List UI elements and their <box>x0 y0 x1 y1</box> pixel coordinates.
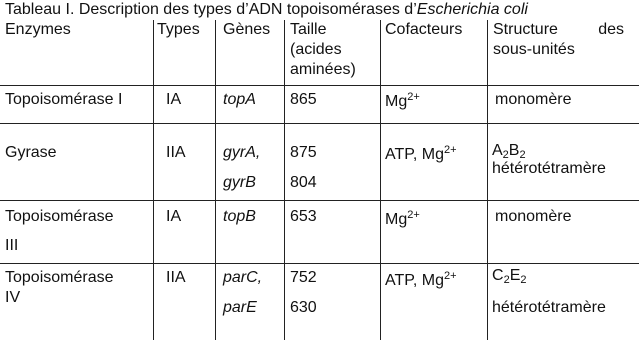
row-3-gene: topB <box>223 208 256 225</box>
header-structure-word-1: Structure <box>493 21 558 38</box>
row-3-enzyme-line-1: Topoisomérase <box>5 208 114 225</box>
rule-col-4 <box>380 20 381 340</box>
rule-col-1 <box>153 20 154 340</box>
rule-col-5 <box>487 20 488 340</box>
row-1-type: IA <box>166 91 182 108</box>
row-1-cofactor-text: Mg <box>385 93 408 110</box>
header-enzymes: Enzymes <box>5 21 71 38</box>
row-4-gene-1: parC, <box>223 269 263 286</box>
header-size-line-3: aminées) <box>290 61 356 78</box>
row-4-type: IIA <box>166 269 186 286</box>
header-structure-line-2: sous-unités <box>493 41 575 58</box>
row-1-structure: monomère <box>495 91 572 108</box>
caption-organism: Escherichia coli <box>416 1 528 18</box>
row-3-cofactor-text: Mg <box>385 211 408 228</box>
row-1-cofactor-charge: 2+ <box>407 91 420 103</box>
rule-header-bottom <box>0 85 639 86</box>
caption-text: Tableau I. Description des types d’ADN topoisomérases d’ <box>5 1 417 18</box>
row-4-cofactor <box>385 271 457 291</box>
header-structure-line-1 <box>493 20 624 40</box>
row-1-cofactor <box>385 92 420 112</box>
formula-index: 2 <box>503 274 510 286</box>
formula-index: 2 <box>520 274 527 286</box>
row-2-cofactor-text: ATP, Mg <box>385 146 444 163</box>
formula-letter: A <box>492 142 503 159</box>
header-structure-word-2: des <box>598 21 624 38</box>
row-2-size-2: 804 <box>290 174 317 191</box>
header-size-line-1: Taille <box>290 21 327 38</box>
row-2-structure-formula <box>492 141 526 161</box>
rule-col-3 <box>284 20 285 340</box>
row-1-enzyme: Topoisomérase I <box>5 91 123 108</box>
row-4-structure: hétérotétramère <box>492 299 606 316</box>
formula-letter: C <box>492 267 504 284</box>
row-4-structure-formula <box>492 266 526 286</box>
header-cofactors: Cofacteurs <box>385 21 463 38</box>
row-1-gene: topA <box>223 91 256 108</box>
row-4-cofactor-charge: 2+ <box>443 270 457 282</box>
row-3-enzyme-line-2: III <box>5 237 19 254</box>
row-4-size-2: 630 <box>290 299 317 316</box>
row-2-structure: hétérotétramère <box>492 160 606 177</box>
header-size-line-2: (acides <box>290 41 342 58</box>
row-2-cofactor-charge: 2+ <box>443 144 457 156</box>
row-1-size: 865 <box>290 91 317 108</box>
row-2-gene-2: gyrB <box>223 174 256 191</box>
row-2-type: IIA <box>166 144 186 161</box>
formula-letter: E <box>509 267 521 284</box>
row-4-gene-2: parE <box>223 299 257 316</box>
row-2-size-1: 875 <box>290 144 317 161</box>
header-genes: Gènes <box>223 21 271 38</box>
rule-row-3-bottom <box>0 263 639 264</box>
row-3-structure: monomère <box>495 208 572 225</box>
row-3-type: IA <box>166 208 182 225</box>
row-3-cofactor-charge: 2+ <box>407 209 420 221</box>
row-4-enzyme-line-1: Topoisomérase <box>5 269 114 286</box>
row-4-enzyme-line-2: IV <box>5 289 21 306</box>
header-types: Types <box>157 21 200 38</box>
rule-row-2-bottom <box>0 200 639 201</box>
row-3-size: 653 <box>290 208 317 225</box>
row-3-cofactor <box>385 210 420 230</box>
row-4-cofactor-text: ATP, Mg <box>385 272 444 289</box>
row-2-cofactor <box>385 145 457 165</box>
row-2-gene-1: gyrA, <box>223 144 261 161</box>
formula-index: 2 <box>519 149 526 161</box>
formula-letter: B <box>508 142 520 159</box>
rule-col-2 <box>215 20 216 340</box>
formula-index: 2 <box>502 149 509 161</box>
row-4-size-1: 752 <box>290 269 317 286</box>
rule-row-1-bottom <box>0 123 639 124</box>
row-2-enzyme: Gyrase <box>5 144 57 161</box>
